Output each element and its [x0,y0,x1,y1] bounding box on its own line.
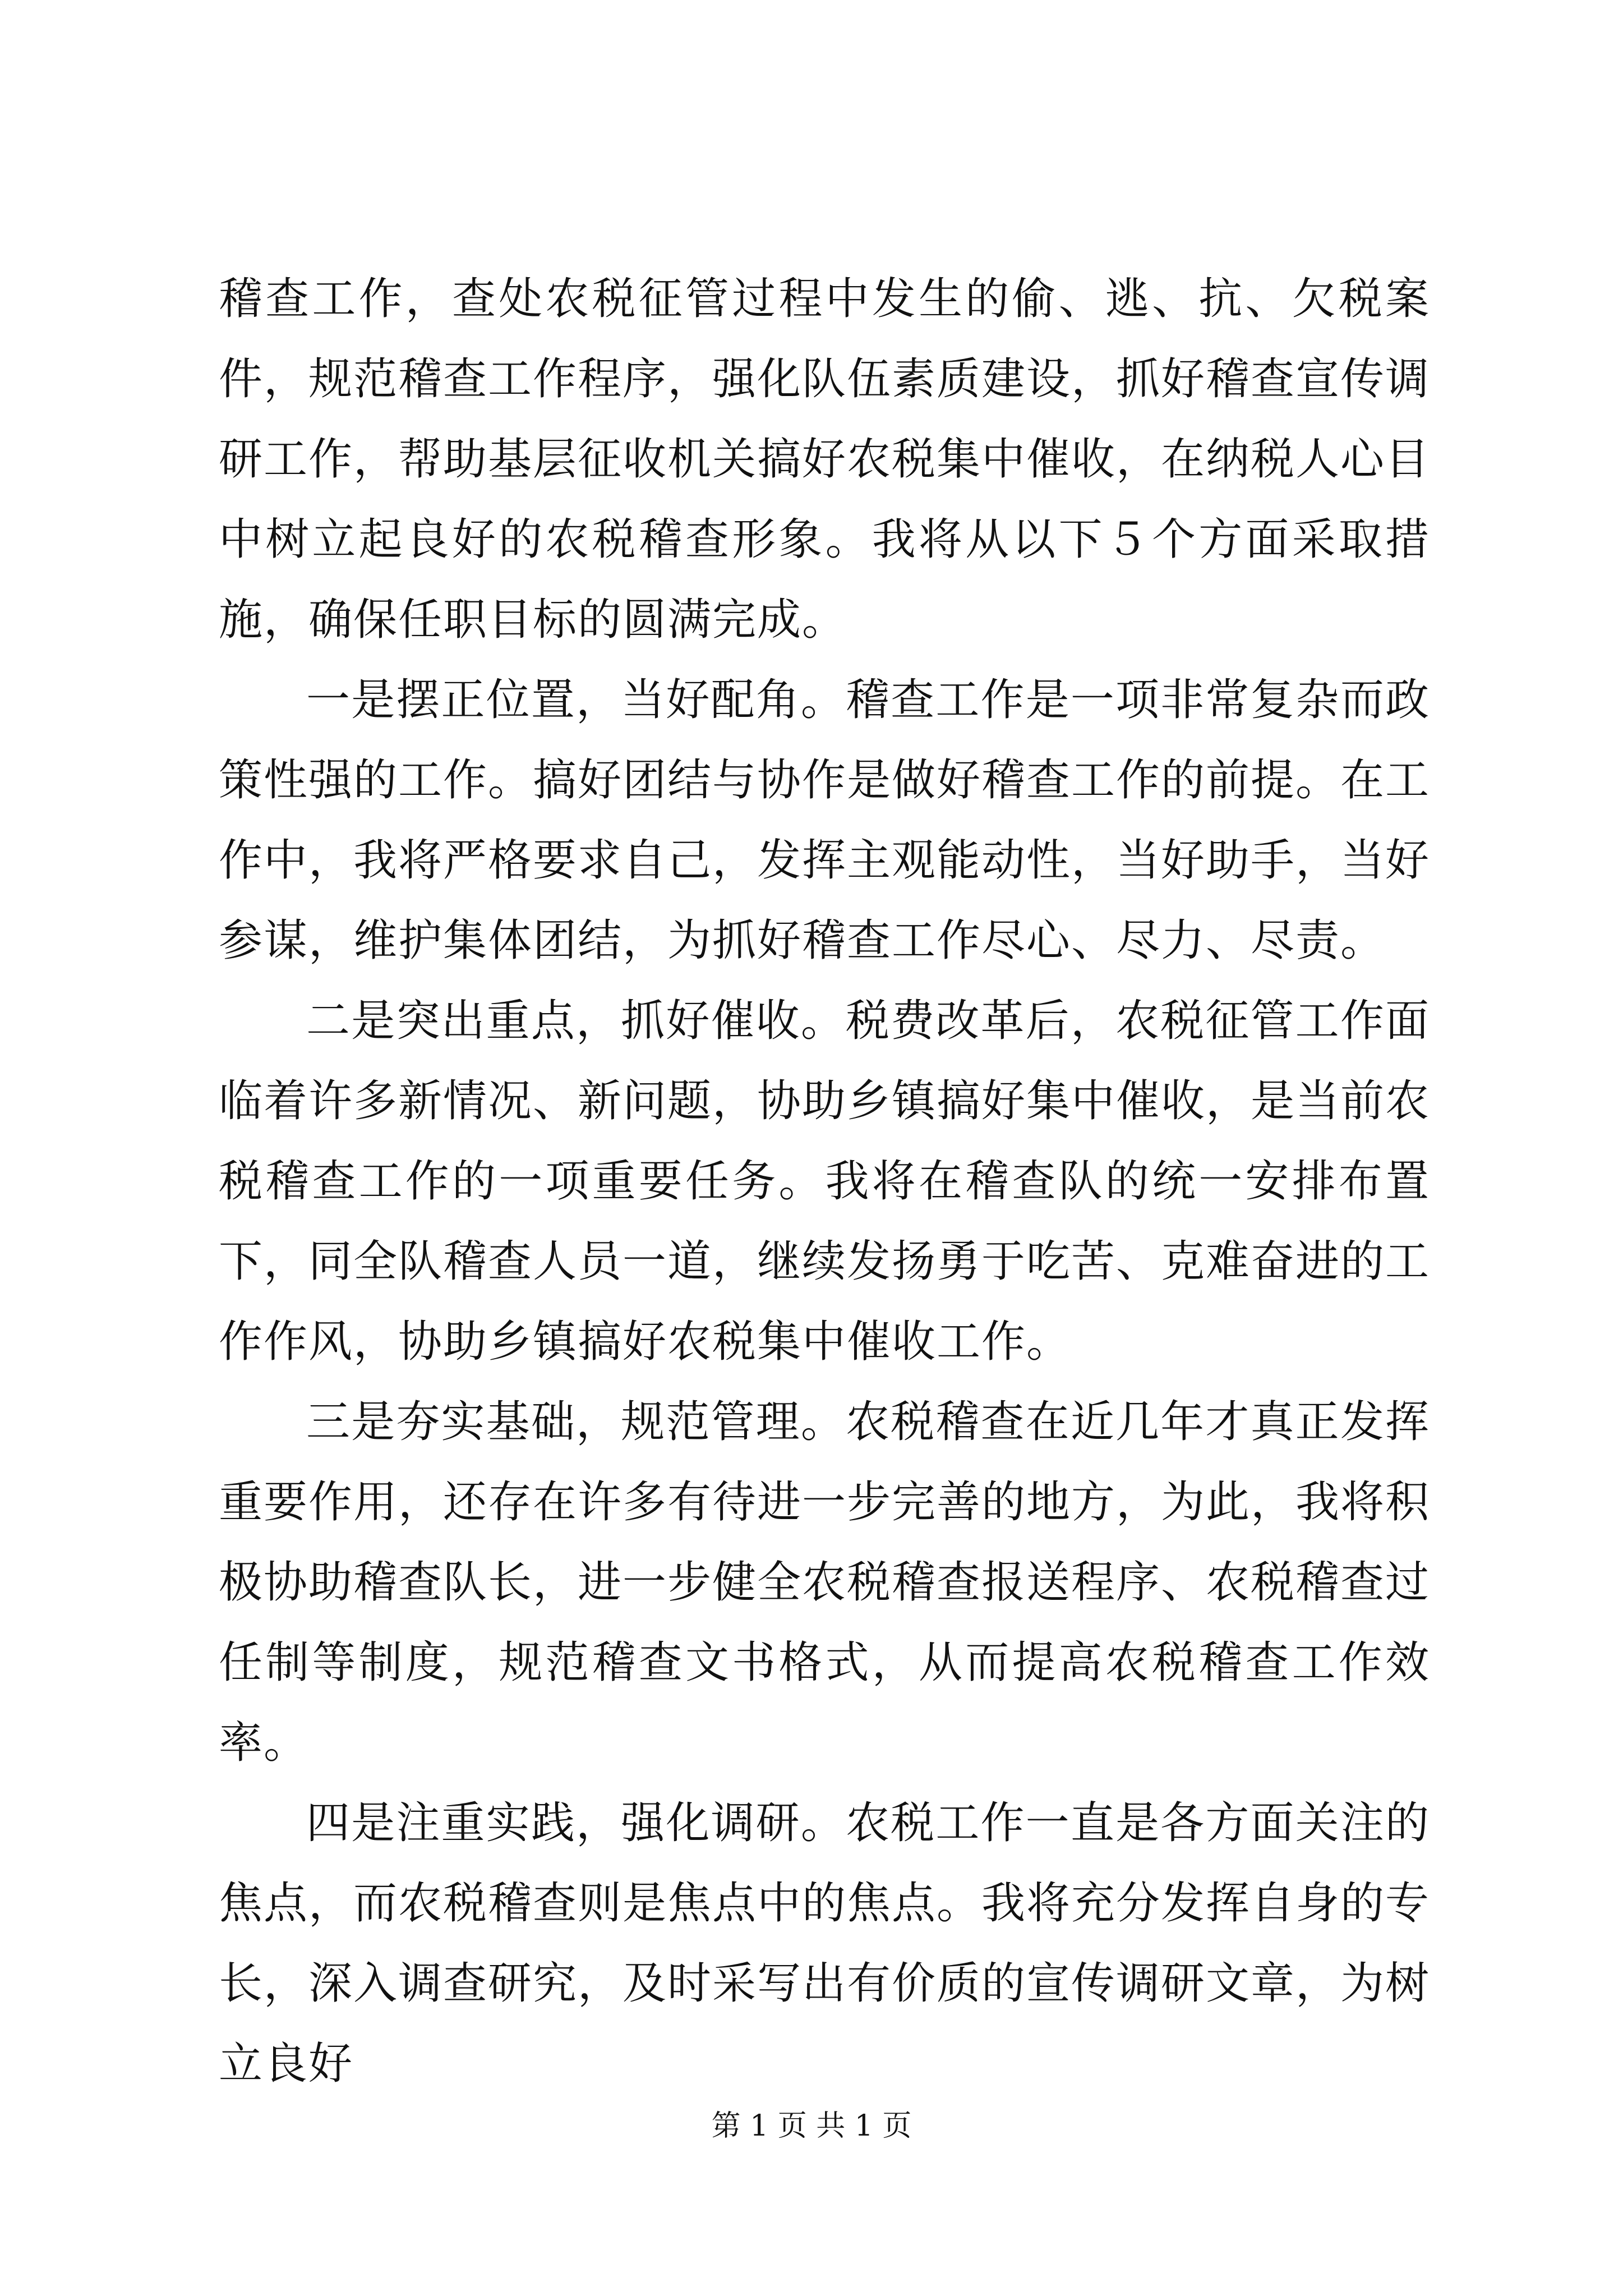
paragraph-4: 三是夯实基础，规范管理。农税稽查在近几年才真正发挥重要作用，还存在许多有待进一步完善的地方，为此，我将积极协助稽查队长，进一步健全农税稽查报送程序、农税稽查过任制等制度，规范稽查文书格式，从而提高农税稽查工作效率。 [219,1397,1431,1768]
page-footer: 第 1 页 共 1 页 [711,2109,912,2143]
document-body [219,259,1430,2104]
paragraph-5: 四是注重实践，强化调研。农税工作一直是各方面关注的焦点，而农税稽查则是焦点中的焦点。我将充分发挥自身的专长，深入调查研究，及时采写出有价质的宣传调研文章，为树立良好 [219,1798,1431,2089]
paragraph-1: 稽查工作，查处农税征管过程中发生的偷、逃、抗、欠税案件，规范稽查工作程序，强化队伍素质建设，抓好稽查宣传调研工作，帮助基层征收机关搞好农税集中催收，在纳税人心目中树立起良好的农税稽查形象。我将从以下５个方面采取措施，确保任职目标的圆满完成。 [219,274,1431,645]
paragraph-2: 一是摆正位置，当好配角。稽查工作是一项非常复杂而政策性强的工作。搞好团结与协作是做好稽查工作的前提。在工作中，我将严格要求自己，发挥主观能动性，当好助手，当好参谋，维护集体团结，为抓好稽查工作尽心、尽力、尽责。 [219,675,1431,966]
paragraph-3: 二是突出重点，抓好催收。税费改革后，农税征管工作面临着许多新情况、新问题，协助乡镇搞好集中催收，是当前农税稽查工作的一项重要任务。我将在稽查队的统一安排布置下，同全队稽查人员一道，继续发扬勇于吃苦、克难奋进的工作作风，协助乡镇搞好农税集中催收工作。 [219,996,1431,1367]
